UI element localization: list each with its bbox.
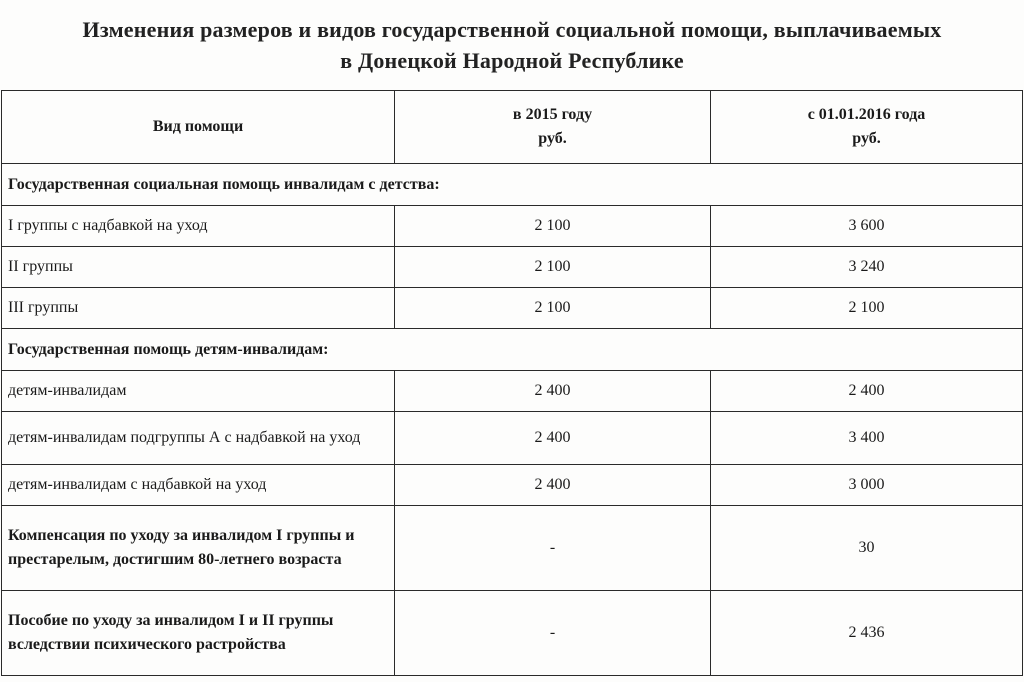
section-disabled-since-childhood: Государственная социальная помощь инвалидам с детства:	[2, 164, 1023, 206]
aid-table	[1, 90, 1023, 676]
row-value-2016: 3 240	[711, 247, 1023, 288]
table-row	[2, 371, 1023, 412]
header-2016-unit: руб.	[852, 130, 881, 147]
header-2016-date: с 01.01.2016 года	[807, 106, 926, 123]
row-label: III группы	[2, 288, 395, 329]
row-label: детям-инвалидам подгруппы А с надбавкой на уход	[2, 412, 395, 465]
title-line-2: в Донецкой Народной Республике	[340, 48, 684, 73]
table-row	[2, 206, 1023, 247]
title-line-1: Изменения размеров и видов государственной социальной помощи, выплачиваемых	[82, 17, 942, 42]
header-2016	[711, 91, 1023, 164]
row-label: детям-инвалидам	[2, 371, 395, 412]
row-label: детям-инвалидам с надбавкой на уход	[2, 465, 395, 506]
header-aid-type: Вид помощи	[2, 91, 395, 164]
row-value-2016: 30	[711, 506, 1023, 591]
table-header-row	[2, 91, 1023, 164]
row-value-2016: 3 000	[711, 465, 1023, 506]
section-disabled-children: Государственная помощь детям-инвалидам:	[2, 329, 1023, 371]
row-value-2015: 2 100	[395, 206, 711, 247]
table-row	[2, 247, 1023, 288]
row-value-2016: 2 100	[711, 288, 1023, 329]
row-value-2015: 2 400	[395, 412, 711, 465]
row-value-2016: 3 400	[711, 412, 1023, 465]
document-title	[0, 14, 1024, 76]
row-value-2016: 2 400	[711, 371, 1023, 412]
header-2015-unit: руб.	[538, 130, 567, 147]
table-row	[2, 506, 1023, 591]
table-row	[2, 288, 1023, 329]
row-label: I группы с надбавкой на уход	[2, 206, 395, 247]
section-row	[2, 329, 1023, 371]
row-value-2015: 2 400	[395, 465, 711, 506]
row-label: Компенсация по уходу за инвалидом I группы и престарелым, достигшим 80-летнего возраста	[2, 506, 395, 591]
row-value-2015: -	[395, 506, 711, 591]
row-value-2015: 2 400	[395, 371, 711, 412]
row-value-2016: 3 600	[711, 206, 1023, 247]
header-2015-year: в 2015 году	[512, 106, 593, 123]
table-row	[2, 412, 1023, 465]
row-label: Пособие по уходу за инвалидом I и II группы вследствии психического растройства	[2, 591, 395, 676]
table-row	[2, 465, 1023, 506]
section-row	[2, 164, 1023, 206]
header-2015	[395, 91, 711, 164]
row-value-2015: 2 100	[395, 247, 711, 288]
row-value-2015: 2 100	[395, 288, 711, 329]
row-value-2016: 2 436	[711, 591, 1023, 676]
row-value-2015: -	[395, 591, 711, 676]
row-label: II группы	[2, 247, 395, 288]
table-row	[2, 591, 1023, 676]
